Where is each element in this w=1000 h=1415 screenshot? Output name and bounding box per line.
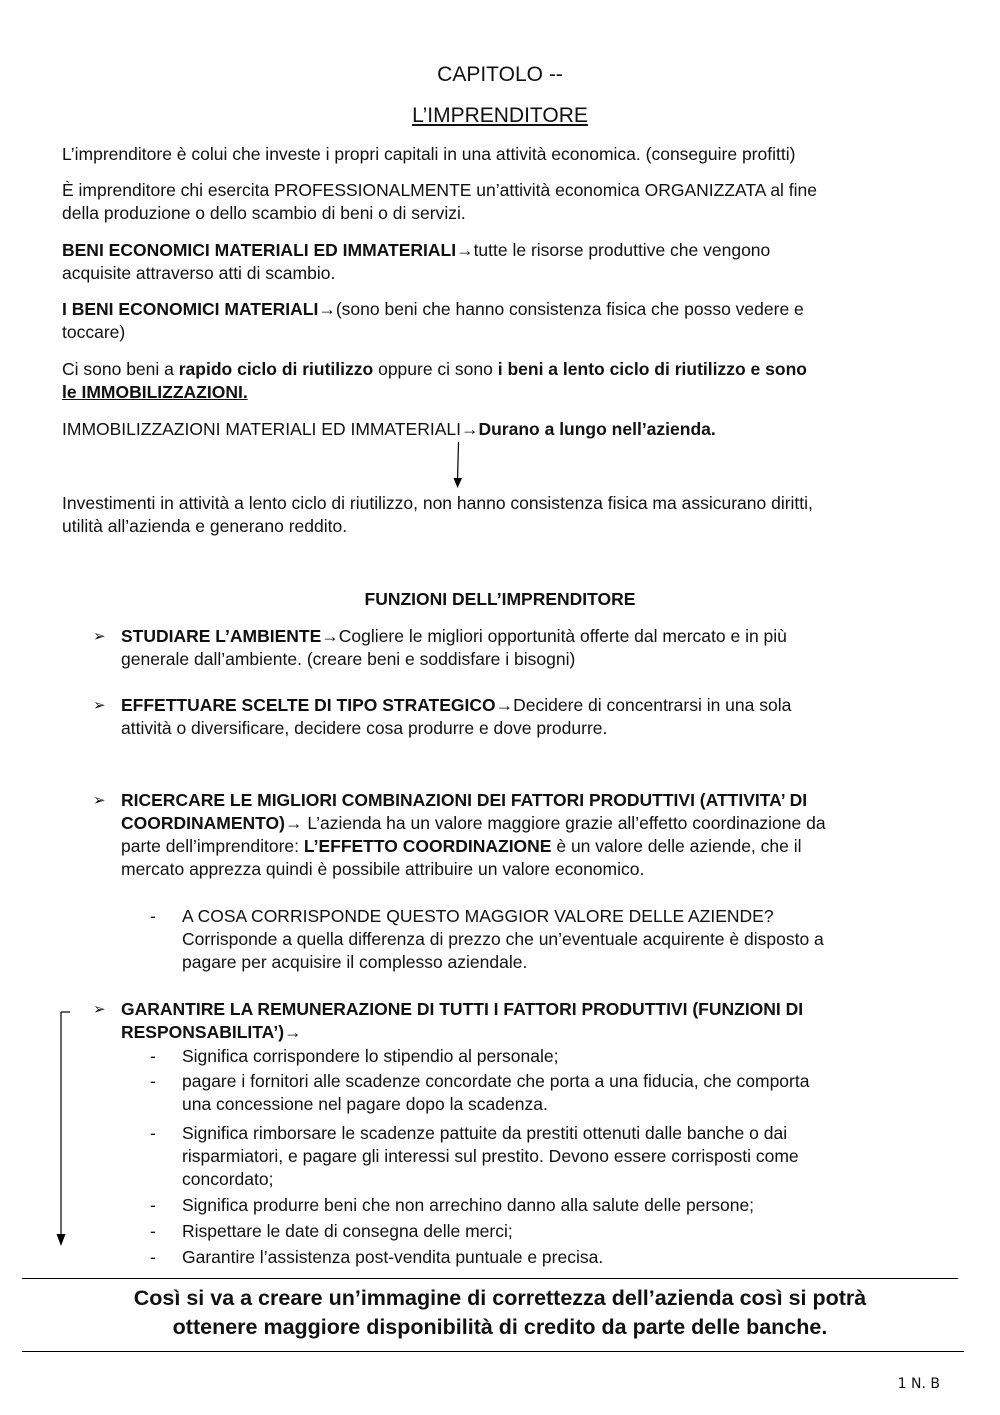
function-1-line-2: generale dall’ambiente. (creare beni e soddisfare i bisogni) <box>121 649 576 669</box>
page-title <box>0 103 1000 129</box>
dash-bullet: - <box>150 1046 156 1066</box>
beni-materiali-paragraph <box>62 298 952 344</box>
dash-bullet: - <box>150 1071 156 1091</box>
function-3-line-1 <box>121 789 951 812</box>
subitem-line-1: A COSA CORRISPONDE QUESTO MAGGIOR VALORE DELLE AZIENDE? <box>182 906 774 926</box>
functions-heading: FUNZIONI DELL’IMPRENDITORE <box>364 589 636 609</box>
list-item: Rispettare le date di consegna delle merci; <box>182 1221 513 1241</box>
investimenti-line-2: utilità all’azienda e generano reddito. <box>62 516 348 536</box>
function-3-term: RICERCARE LE MIGLIORI COMBINAZIONI DEI FATTORI PRODUTTIVI (ATTIVITA’ DI <box>121 790 808 810</box>
list-item-line: risparmiatori, e pagare gli interessi sul prestito. Devono essere corrisposti come <box>182 1146 799 1166</box>
function-1-text: Cogliere le migliori opportunità offerte dal mercato e in più <box>338 626 787 646</box>
list-item-line: pagare i fornitori alle scadenze concordate che porta a una fiducia, che comporta <box>182 1071 810 1091</box>
function-3-text-c: è un valore delle aziende, che il <box>551 836 802 856</box>
function-3-line-4: mercato apprezza quindi è possibile attribuire un valore economico. <box>121 859 645 879</box>
ciclo-text-a: Ci sono beni a <box>62 359 179 379</box>
function-1-term: STUDIARE L’AMBIENTE <box>121 626 322 646</box>
left-bracket-arrow-icon <box>55 1010 75 1255</box>
list-item-line: concordato; <box>182 1169 274 1189</box>
ciclo-lento-term: i beni a lento ciclo di riutilizzo e sono <box>497 359 807 379</box>
dash-bullet: - <box>150 1195 156 1215</box>
function-4-term: GARANTIRE LA REMUNERAZIONE DI TUTTI I FATTORI PRODUTTIVI (FUNZIONI DI <box>121 999 804 1019</box>
bullet-arrow-icon: ➢ <box>93 792 106 809</box>
function-4-line-2 <box>121 1021 951 1044</box>
dash-bullet: - <box>150 906 156 926</box>
immobilizzazioni-durata: Durano a lungo nell’azienda. <box>478 419 716 439</box>
down-arrow-icon <box>452 442 464 488</box>
function-3-text: L’azienda ha un valore maggiore grazie all’effetto coordinazione da <box>302 813 826 833</box>
dash-bullet: - <box>150 1221 156 1241</box>
function-4-line-1 <box>121 998 951 1021</box>
arrow-icon: → <box>284 1022 302 1042</box>
ciclo-text-c: oppure ci sono <box>373 359 498 379</box>
function-combinazioni-fattori <box>121 789 951 881</box>
list-item <box>182 1122 942 1191</box>
ciclo-riutilizzo-line-1 <box>62 358 952 381</box>
subitem-line-3: pagare per acquisire il complesso aziendale. <box>182 952 528 972</box>
arrow-icon: → <box>284 813 303 833</box>
immobilizzazioni-term: le IMMOBILIZZAZIONI. <box>62 382 248 402</box>
divider-top <box>22 1278 958 1279</box>
ciclo-rapido-term: rapido ciclo di riutilizzo <box>178 359 374 379</box>
function-2-term: EFFETTUARE SCELTE DI TIPO STRATEGICO <box>121 695 496 715</box>
dash-bullet: - <box>150 1247 156 1267</box>
bullet-arrow-icon: ➢ <box>93 697 106 714</box>
beni-economici-definition: tutte le risorse produttive che vengono <box>473 240 771 260</box>
intro-paragraph-2 <box>62 179 952 225</box>
function-remunerazione-fattori <box>121 998 951 1044</box>
investimenti-line-1: Investimenti in attività a lento ciclo di riutilizzo, non hanno consistenza fisica ma assicurano diritti, <box>62 493 813 513</box>
page-title-text: L’IMPRENDITORE <box>412 104 588 127</box>
arrow-icon: → <box>460 419 479 439</box>
ciclo-riutilizzo-paragraph <box>62 358 952 404</box>
beni-materiali-line-2: toccare) <box>62 322 126 342</box>
function-1-line-1 <box>121 625 951 648</box>
list-item: Significa corrispondere lo stipendio al personale; <box>182 1046 559 1066</box>
function-3-text-a: parte dell’imprenditore: <box>121 836 304 856</box>
function-2-line-2: attività o diversificare, decidere cosa produrre e dove produrre. <box>121 718 608 738</box>
function-3-line-2 <box>121 812 951 835</box>
page-number: 1 N. B <box>897 1376 940 1392</box>
intro-paragraph-2-line-2: della produzione o dello scambio di beni o di servizi. <box>62 203 466 223</box>
conclusion-line-2: ottenere maggiore disponibilità di credito da parte delle banche. <box>172 1315 828 1339</box>
arrow-icon: → <box>318 299 336 319</box>
beni-economici-line-2: acquisite attraverso atti di scambio. <box>62 263 336 283</box>
immobilizzazioni-line <box>62 418 952 441</box>
function-2-line-1 <box>121 694 951 717</box>
list-item-line: Significa rimborsare le scadenze pattuite da prestiti ottenuti dalle banche o dai <box>182 1123 788 1143</box>
ciclo-riutilizzo-line-2 <box>62 381 952 404</box>
beni-materiali-line-1 <box>62 298 952 321</box>
dash-bullet: - <box>150 1123 156 1143</box>
divider-bottom <box>22 1351 964 1352</box>
function-4-term-2: RESPONSABILITA’) <box>121 1022 285 1042</box>
list-item: Significa produrre beni che non arrechino danno alla salute delle persone; <box>182 1195 755 1215</box>
immobilizzazioni-label: IMMOBILIZZAZIONI MATERIALI ED IMMATERIALI <box>62 419 461 439</box>
beni-economici-term: BENI ECONOMICI MATERIALI ED IMMATERIALI <box>62 240 457 260</box>
arrow-icon: → <box>321 626 339 646</box>
arrow-icon: → <box>456 240 474 260</box>
intro-paragraph-2-line-1: È imprenditore chi esercita PROFESSIONALMENTE un’attività economica ORGANIZZATA al fine <box>62 180 818 200</box>
function-3-line-3 <box>121 835 951 858</box>
list-item: Garantire l’assistenza post-vendita puntuale e precisa. <box>182 1247 604 1267</box>
beni-economici-line-1 <box>62 239 952 262</box>
list-item-line: una concessione nel pagare dopo la scadenza. <box>182 1094 548 1114</box>
beni-economici-paragraph <box>62 239 952 285</box>
function-3-term-2: COORDINAMENTO) <box>121 813 285 833</box>
bullet-arrow-icon: ➢ <box>93 628 106 645</box>
subitem-line-2: Corrisponde a quella differenza di prezzo che un’eventuale acquirente è disposto a <box>182 929 824 949</box>
beni-materiali-definition: (sono beni che hanno consistenza fisica che posso vedere e <box>335 299 804 319</box>
investimenti-paragraph <box>62 492 952 538</box>
maggior-valore-subitem <box>182 905 942 974</box>
list-item <box>182 1070 942 1116</box>
function-scelte-strategiche <box>121 694 951 740</box>
bullet-arrow-icon: ➢ <box>93 1001 106 1018</box>
function-studiare-ambiente <box>121 625 951 671</box>
chapter-heading: CAPITOLO -- <box>437 63 563 86</box>
arrow-icon: → <box>495 695 514 715</box>
function-2-text: Decidere di concentrarsi in una sola <box>513 695 792 715</box>
conclusion-line-1: Così si va a creare un’immagine di correttezza dell’azienda così si potrà <box>133 1286 867 1310</box>
beni-materiali-term: I BENI ECONOMICI MATERIALI <box>62 299 319 319</box>
intro-paragraph-1: L’imprenditore è colui che investe i propri capitali in una attività economica. (conseguire profitti) <box>62 144 796 164</box>
effetto-coordinazione-term: L’EFFETTO COORDINAZIONE <box>303 836 552 856</box>
